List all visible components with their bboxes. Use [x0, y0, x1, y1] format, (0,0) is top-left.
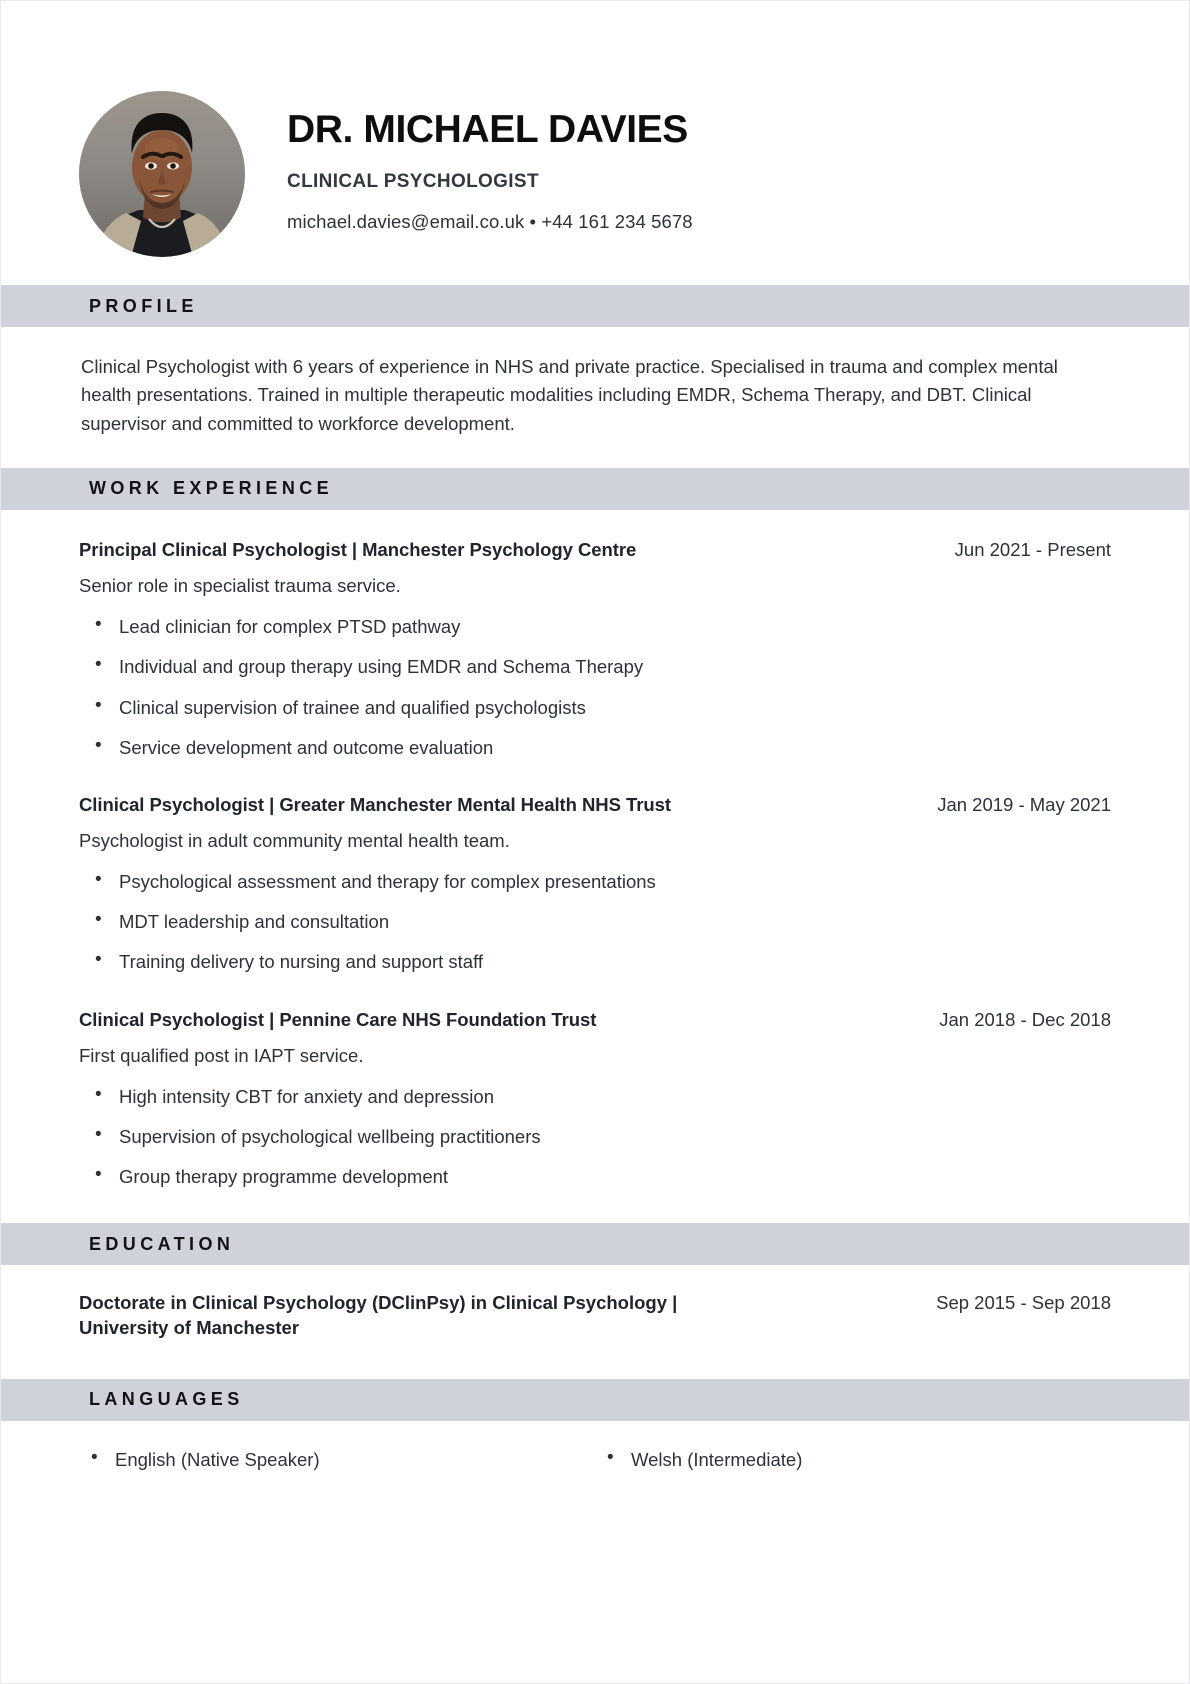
- list-item: • MDT leadership and consultation: [79, 909, 1111, 934]
- experience-title: Clinical Psychologist | Greater Manchester Mental Health NHS Trust: [79, 793, 671, 815]
- section-title-education: EDUCATION: [89, 1233, 235, 1254]
- experience-entry: [79, 1008, 1111, 1190]
- work-experience-list: [1, 510, 1189, 1223]
- education-date: Sep 2015 - Sep 2018: [936, 1292, 1111, 1314]
- experience-summary: First qualified post in IAPT service.: [79, 1044, 364, 1066]
- experience-entry: [79, 793, 1111, 975]
- education-title: Doctorate in Clinical Psychology (DClinPsy) in Clinical Psychology | University of Manchester: [79, 1292, 678, 1339]
- section-band-profile: [1, 285, 1189, 327]
- experience-entry: [79, 538, 1111, 760]
- experience-bullets: [79, 869, 1111, 974]
- list-item: • Lead clinician for complex PTSD pathway: [79, 614, 1111, 639]
- list-item: • Service development and outcome evaluation: [79, 735, 1111, 760]
- profile-text: Clinical Psychologist with 6 years of experience in NHS and private practice. Specialised in trauma and complex mental health presentations. Trained in multiple therapeutic modalities including EMDR, Schema Therapy, and DBT. Clinical supervisor and committed to workforce development.: [81, 356, 1058, 434]
- avatar: [79, 91, 245, 257]
- list-item: • Training delivery to nursing and support staff: [79, 949, 1111, 974]
- experience-title: Principal Clinical Psychologist | Manchester Psychology Centre: [79, 538, 637, 560]
- experience-summary: Psychologist in adult community mental health team.: [79, 830, 510, 852]
- section-band-education: [1, 1223, 1189, 1265]
- list-item: • Supervision of psychological wellbeing practitioners: [79, 1124, 1111, 1149]
- profile-photo-icon: [79, 91, 245, 257]
- experience-entry-header: [79, 793, 1111, 817]
- education-list: [1, 1265, 1189, 1379]
- list-item: • English (Native Speaker): [79, 1447, 595, 1473]
- experience-entry-header: [79, 538, 1111, 562]
- list-item: • Clinical supervision of trainee and qualified psychologists: [79, 695, 1111, 720]
- list-item: • Welsh (Intermediate): [595, 1447, 1111, 1473]
- education-entry: [79, 1291, 1111, 1341]
- list-item: • Group therapy programme development: [79, 1164, 1111, 1189]
- experience-summary: Senior role in specialist trauma service.: [79, 575, 401, 597]
- experience-date: Jan 2018 - Dec 2018: [939, 1008, 1111, 1030]
- experience-date: Jan 2019 - May 2021: [937, 793, 1111, 815]
- experience-bullets: [79, 614, 1111, 760]
- list-item: • High intensity CBT for anxiety and depression: [79, 1084, 1111, 1109]
- section-band-languages: [1, 1379, 1189, 1421]
- section-title-work-experience: WORK EXPERIENCE: [89, 478, 334, 499]
- education-entry-header: [79, 1291, 1111, 1341]
- languages-list: [1, 1421, 1189, 1473]
- section-title-languages: LANGUAGES: [89, 1389, 244, 1410]
- contact-line: michael.davies@email.co.uk • +44 161 234 5678: [287, 210, 693, 232]
- section-title-profile: PROFILE: [89, 295, 198, 316]
- list-item: • Psychological assessment and therapy for complex presentations: [79, 869, 1111, 894]
- page-title: DR. MICHAEL DAVIES: [287, 108, 688, 152]
- languages-column-left: [79, 1447, 595, 1473]
- experience-title: Clinical Psychologist | Pennine Care NHS Foundation Trust: [79, 1008, 597, 1030]
- experience-bullets: [79, 1084, 1111, 1189]
- list-item: • Individual and group therapy using EMDR and Schema Therapy: [79, 654, 1111, 679]
- experience-date: Jun 2021 - Present: [954, 538, 1111, 560]
- resume-header: [1, 1, 1189, 285]
- languages-column-right: [595, 1447, 1111, 1473]
- header-text-block: [287, 109, 693, 238]
- job-title: CLINICAL PSYCHOLOGIST: [287, 170, 539, 192]
- experience-entry-header: [79, 1008, 1111, 1032]
- section-band-work-experience: [1, 468, 1189, 510]
